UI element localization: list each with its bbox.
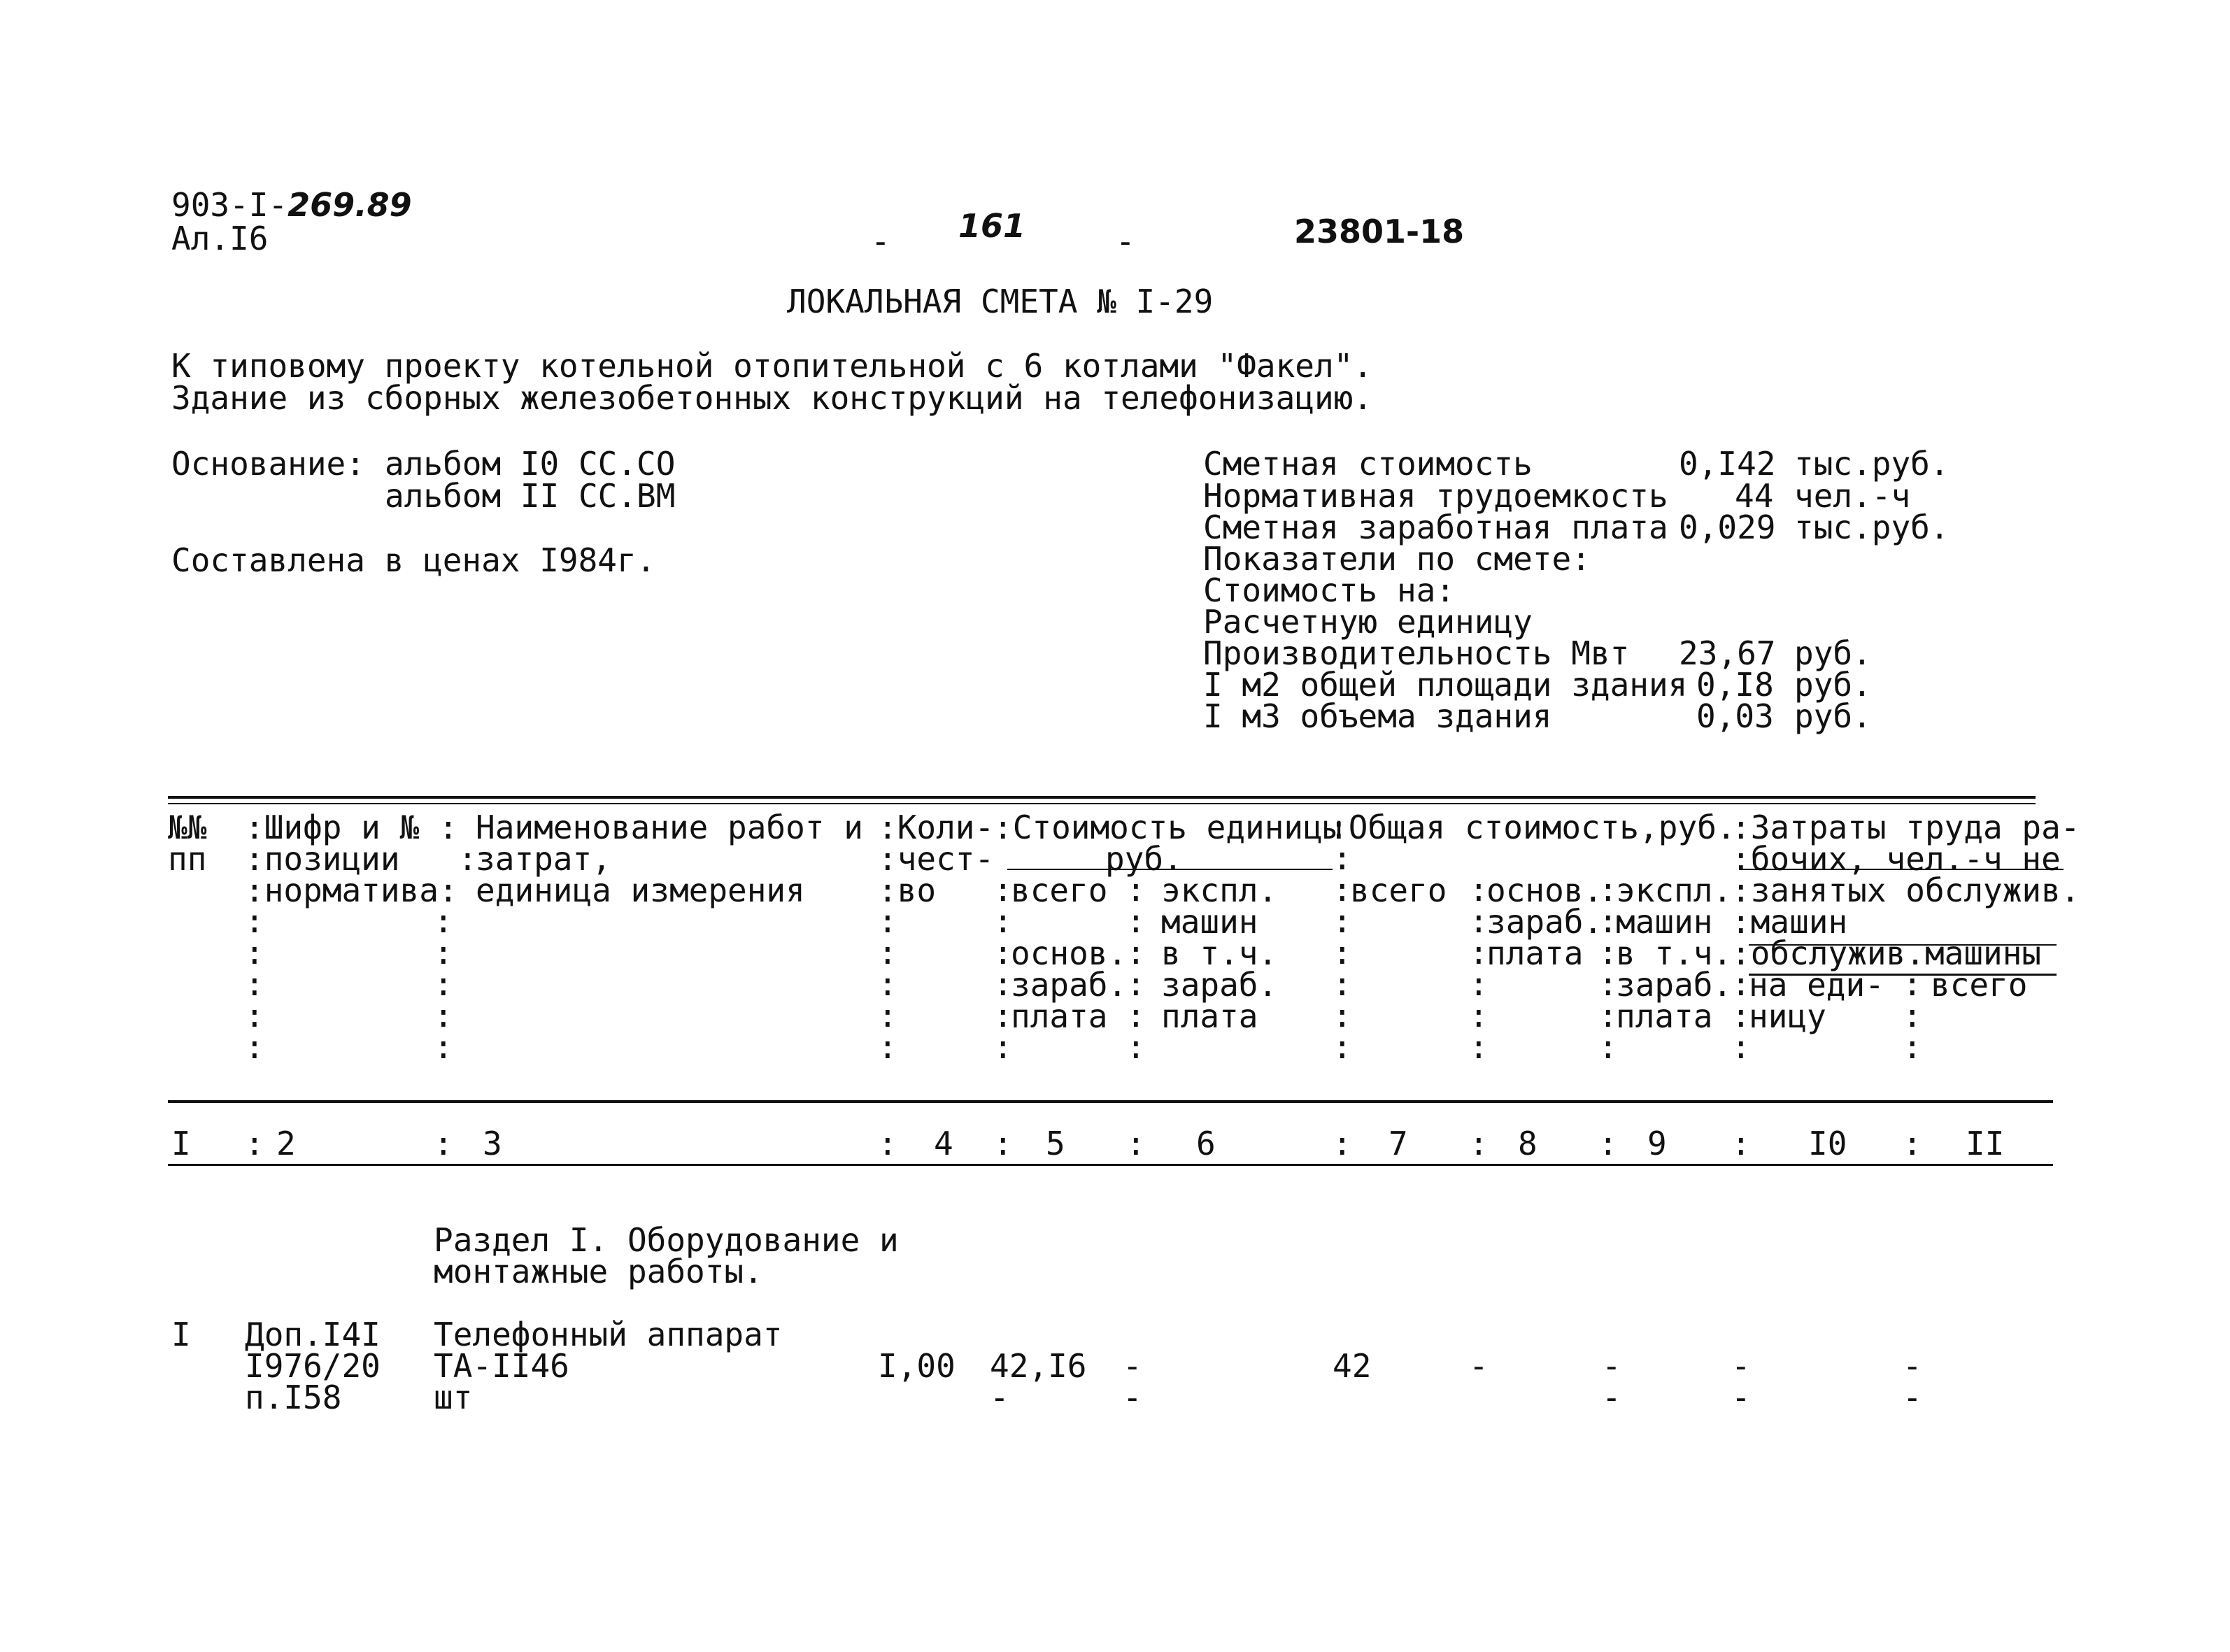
col4-header-l2: :чест- bbox=[878, 840, 995, 878]
col7-header-l1: всего bbox=[1350, 871, 1447, 909]
row-unit-wage: - bbox=[990, 1379, 1009, 1416]
col-separator: : : : : : : : bbox=[1333, 839, 1352, 1066]
row-total-machines: - bbox=[1602, 1347, 1621, 1385]
colnum-sep: : bbox=[1731, 1125, 1751, 1162]
productivity-value: 23,67 bbox=[1679, 634, 1776, 672]
row-labor-per-unit-maint: - bbox=[1731, 1379, 1751, 1416]
col9-header-l4: зараб. bbox=[1616, 966, 1733, 1004]
page-dash-right: - bbox=[1116, 222, 1135, 260]
col-separator: : : : bbox=[1731, 965, 1751, 1066]
cost-per-label: Стоимость на: bbox=[1203, 571, 1456, 609]
col4-header-l3: :во bbox=[878, 871, 937, 909]
page-title: ЛОКАЛЬНАЯ СМЕТА № I-29 bbox=[787, 283, 1214, 320]
row-labor-per-unit: - bbox=[1731, 1347, 1751, 1385]
volume-unit: руб. bbox=[1794, 697, 1872, 735]
colnum-4: 4 bbox=[934, 1125, 953, 1162]
subtitle-line-2: Здание из сборных железобетонных конструкций на телефонизацию. bbox=[171, 379, 1373, 417]
prices-year: Составлена в ценах I984г. bbox=[171, 541, 656, 579]
row-code-l3: п.I58 bbox=[245, 1379, 342, 1416]
row-total-machines-wage: - bbox=[1602, 1379, 1621, 1416]
col6-header-l2: машин bbox=[1161, 903, 1258, 941]
row-unit-machines-wage: - bbox=[1123, 1379, 1142, 1416]
row-code-l2: I976/20 bbox=[245, 1347, 381, 1385]
colnum-sep: : bbox=[245, 1125, 264, 1162]
colnum-2: 2 bbox=[276, 1125, 296, 1162]
colnum-sep: : bbox=[993, 1125, 1013, 1162]
col-separator: : : : bbox=[1903, 965, 1922, 1066]
productivity-unit: руб. bbox=[1794, 634, 1872, 672]
col9-header-l3: в т.ч. bbox=[1616, 934, 1733, 972]
colnum-1: I bbox=[171, 1125, 191, 1162]
col3-header-l2: затрат, bbox=[476, 840, 611, 878]
labor-header-l1: :Затраты труда ра- bbox=[1731, 809, 2080, 846]
row-quantity: I,00 bbox=[878, 1347, 956, 1385]
col11-header-l1: всего bbox=[1931, 966, 2028, 1004]
colnum-9: 9 bbox=[1647, 1125, 1667, 1162]
colnum-3: 3 bbox=[483, 1125, 502, 1162]
colnum-sep: : bbox=[434, 1125, 453, 1162]
basis-label: Основание: bbox=[171, 445, 365, 483]
colnum-bottom-rule bbox=[168, 1164, 2053, 1166]
row-number: I bbox=[171, 1316, 191, 1353]
row-labor-total-maint: - bbox=[1903, 1379, 1922, 1416]
row-name-l1: Телефонный аппарат bbox=[434, 1316, 783, 1353]
col9-header-l2: машин bbox=[1616, 903, 1713, 941]
labor-header-l5: :обслужив.машины bbox=[1731, 934, 2042, 972]
album-number: Ал.I6 bbox=[171, 220, 269, 257]
colnum-sep: : bbox=[1598, 1125, 1618, 1162]
area-unit: руб. bbox=[1794, 666, 1872, 704]
col6-header-l4: зараб. bbox=[1161, 966, 1278, 1004]
cost-value: 0,I42 bbox=[1679, 445, 1776, 483]
col6-header-l3: в т.ч. bbox=[1161, 934, 1278, 972]
col4-header-l1: :Коли- bbox=[878, 809, 995, 846]
section-title-l1: Раздел I. Оборудование и bbox=[434, 1221, 899, 1259]
header-bottom-rule bbox=[168, 1100, 2053, 1103]
col2-header-l2: :позиции : bbox=[245, 840, 478, 878]
col5-header-l1: всего bbox=[1011, 871, 1108, 909]
calc-unit-label: Расчетную единицу bbox=[1203, 603, 1533, 641]
col5-header-l2: основ. bbox=[1011, 934, 1128, 972]
col3-header-l1: Наименование работ и bbox=[476, 809, 863, 846]
subtitle-line-1: К типовому проекту котельной отопительной с 6 котлами "Факел". bbox=[171, 347, 1373, 385]
colnum-5: 5 bbox=[1046, 1125, 1065, 1162]
volume-value: 0,03 bbox=[1696, 697, 1774, 735]
area-label: I м2 общей площади здания bbox=[1203, 666, 1688, 704]
labor-value: 44 bbox=[1735, 477, 1774, 515]
doc-code bbox=[171, 186, 412, 224]
col-separator: : : : : : : bbox=[993, 871, 1013, 1066]
wage-label: Сметная заработная плата bbox=[1203, 508, 1668, 546]
col10-header-l1: на еди- bbox=[1749, 966, 1884, 1004]
table-top-rule-thin bbox=[168, 803, 2036, 804]
row-code-l1: Доп.I4I bbox=[245, 1316, 381, 1353]
productivity-label: Производительность Мвт bbox=[1203, 634, 1630, 672]
col-separator: : : : : : : bbox=[1598, 871, 1618, 1066]
indicators-label: Показатели по смете: bbox=[1203, 540, 1591, 578]
volume-label: I м3 объема здания bbox=[1203, 697, 1552, 735]
col2-header-l1: :Шифр и № : bbox=[245, 809, 458, 846]
col6-header-l5: плата bbox=[1161, 997, 1258, 1035]
col6-header-l1: экспл. bbox=[1161, 871, 1278, 909]
col9-header-l1: экспл. bbox=[1616, 871, 1733, 909]
col1-header-l1: №№ bbox=[168, 809, 207, 846]
colnum-10: I0 bbox=[1808, 1125, 1847, 1162]
col1-header-l2: пп bbox=[168, 840, 207, 878]
area-value: 0,I8 bbox=[1696, 666, 1774, 704]
page-dash-left: - bbox=[871, 222, 890, 260]
cost-unit: тыс.руб. bbox=[1794, 445, 1950, 483]
col-separator: : : : : : bbox=[434, 902, 453, 1066]
col5-header-l3: зараб. bbox=[1011, 966, 1128, 1004]
row-total-wage: - bbox=[1469, 1347, 1489, 1385]
archive-stamp: 23801-18 bbox=[1294, 213, 1465, 250]
row-total-cost: 42 bbox=[1333, 1347, 1372, 1385]
col9-header-l5: плата bbox=[1616, 997, 1713, 1035]
colnum-sep: : bbox=[1903, 1125, 1922, 1162]
col-separator: : : : : : bbox=[878, 902, 897, 1066]
colnum-sep: : bbox=[1126, 1125, 1146, 1162]
colnum-sep: : bbox=[1333, 1125, 1352, 1162]
col-separator: : : : : : : bbox=[1126, 871, 1146, 1066]
colnum-sep: : bbox=[878, 1125, 897, 1162]
colnum-6: 6 bbox=[1196, 1125, 1216, 1162]
labor-header-l2: :бочих, чел.-ч не bbox=[1731, 840, 2061, 878]
col8-header-l1: основ. bbox=[1486, 871, 1603, 909]
wage-unit: тыс.руб. bbox=[1794, 508, 1950, 546]
col8-header-l3: плата bbox=[1486, 934, 1584, 972]
unit-cost-header: :Стоимость единицы bbox=[993, 809, 1342, 846]
row-unit-machines: - bbox=[1123, 1347, 1142, 1385]
labor-unit: чел.-ч bbox=[1794, 477, 1911, 515]
labor-header-l4: :машин bbox=[1731, 903, 1848, 941]
basis-line-1: альбом I0 СС.СО bbox=[385, 445, 676, 483]
section-title-l2: монтажные работы. bbox=[434, 1253, 763, 1290]
col10-header-l2: ницу bbox=[1749, 997, 1826, 1035]
colnum-7: 7 bbox=[1389, 1125, 1408, 1162]
row-unit-total: 42,I6 bbox=[990, 1347, 1087, 1385]
labor-header-l3: :занятых обслужив. bbox=[1731, 871, 2080, 909]
col5-header-l4: плата bbox=[1011, 997, 1108, 1035]
labor-label: Нормативная трудоемкость bbox=[1203, 477, 1668, 515]
col-separator: : : : : : bbox=[245, 902, 264, 1066]
row-name-l2: ТА-II46 bbox=[434, 1347, 569, 1385]
colnum-11: II bbox=[1966, 1125, 2005, 1162]
col8-header-l2: зараб. bbox=[1486, 903, 1603, 941]
col2-header-l3: :норматива: bbox=[245, 871, 458, 909]
colnum-sep: : bbox=[1469, 1125, 1489, 1162]
col-separator: : : : : : : bbox=[1469, 871, 1489, 1066]
table-top-rule bbox=[168, 796, 2036, 799]
colnum-8: 8 bbox=[1518, 1125, 1537, 1162]
row-labor-total: - bbox=[1903, 1347, 1922, 1385]
doc-code-handwritten: 269.89 bbox=[287, 186, 412, 224]
col3-header-l3: единица измерения bbox=[476, 871, 805, 909]
row-name-l3: шт bbox=[434, 1379, 473, 1416]
basis-line-2: альбом II СС.ВМ bbox=[385, 477, 676, 515]
cost-label: Сметная стоимость bbox=[1203, 445, 1533, 483]
wage-value: 0,029 bbox=[1679, 508, 1776, 546]
total-cost-header: :Общая стоимость,руб. bbox=[1329, 809, 1736, 846]
doc-code-prefix: 903-I- bbox=[171, 186, 288, 224]
unit-cost-currency: руб. bbox=[1105, 840, 1183, 878]
page-number: 161 bbox=[958, 207, 1026, 245]
